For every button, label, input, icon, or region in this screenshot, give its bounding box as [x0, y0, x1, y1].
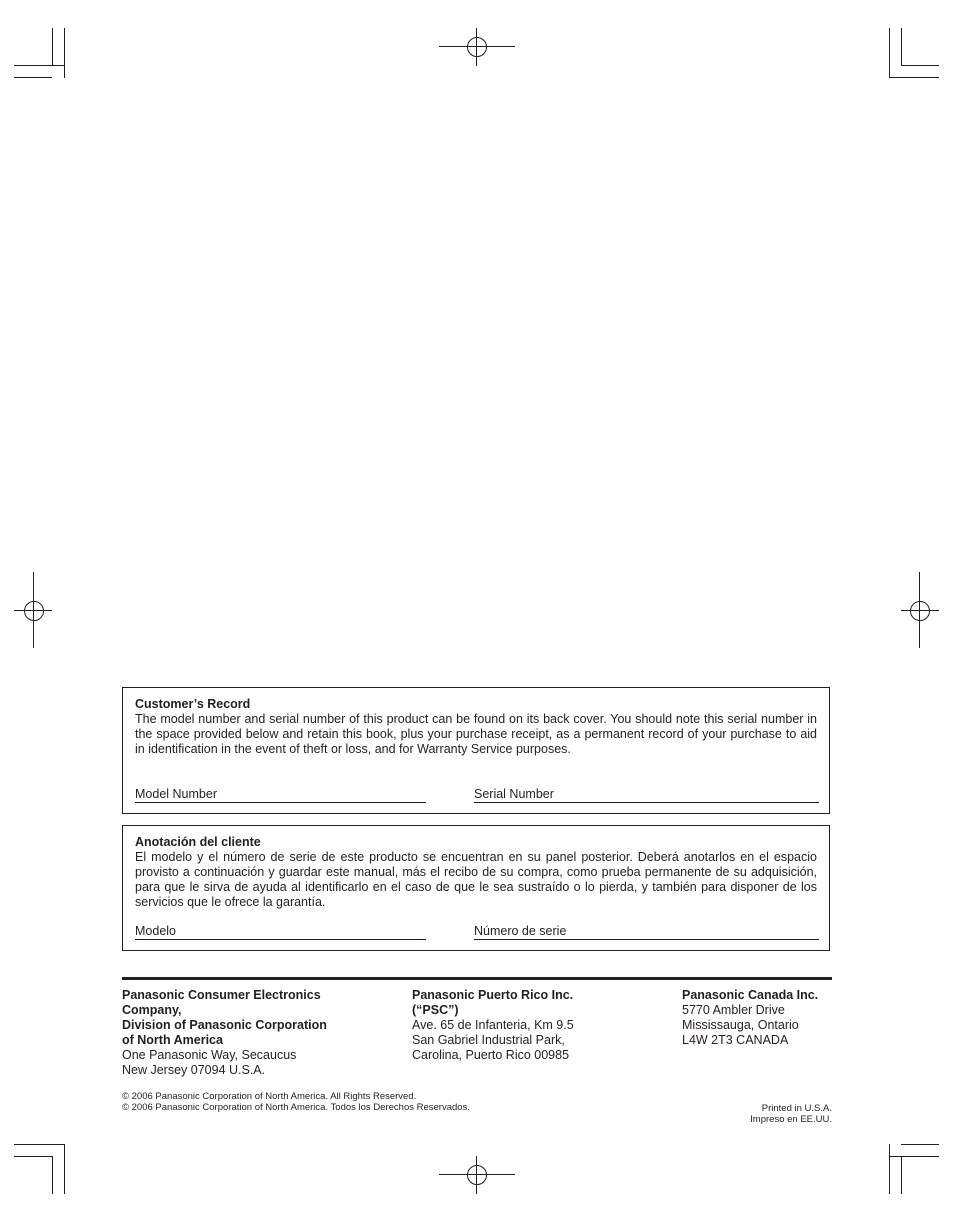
- anotacion-body: El modelo y el número de serie de este producto se encuentran en su panel posterior. Deberá anotarlos en el espacio provisto a continuación y guardar este manual, más el recibo de su compra, como prueba permanente de su adquisición, para que le sirva de ayuda al identificarlo en el caso de que le sea sustraído o lo pierda, y también para disponer de los servicios que le ofrece la garantía.: [135, 850, 817, 909]
- address-line: L4W 2T3 CANADA: [682, 1033, 789, 1047]
- crop-mark: [14, 65, 64, 66]
- address-line: Ave. 65 de Infanteria, Km 9.5: [412, 1018, 574, 1032]
- numero-serie-label: Número de serie: [474, 924, 567, 938]
- address-line: (“PSC”): [412, 1003, 459, 1017]
- customer-record-title: Customer’s Record: [135, 697, 251, 711]
- address-line: New Jersey 07094 U.S.A.: [122, 1063, 266, 1077]
- address-line: Panasonic Canada Inc.: [682, 988, 819, 1002]
- crop-mark: [901, 1144, 939, 1145]
- model-number-field[interactable]: [135, 787, 426, 803]
- address-line: San Gabriel Industrial Park,: [412, 1033, 565, 1047]
- address-line: Carolina, Puerto Rico 00985: [412, 1048, 570, 1062]
- address-usa: [122, 988, 372, 1078]
- crop-mark: [64, 1144, 65, 1194]
- registration-circle: [24, 601, 44, 621]
- crop-mark: [889, 77, 939, 78]
- registration-circle: [467, 37, 487, 57]
- printed-in: [700, 1103, 832, 1125]
- customer-record-body: The model number and serial number of this product can be found on its back cover. You should note this serial number in the space provided below and retain this book, plus your purchase receipt, as a permanent record of your purchase to aid in identification in the event of theft or loss, and for Warranty Service purposes.: [135, 712, 817, 756]
- modelo-label: Modelo: [135, 924, 176, 938]
- crop-mark: [889, 28, 890, 78]
- divider-rule: [122, 977, 832, 980]
- model-number-label: Model Number: [135, 787, 217, 801]
- address-line: Panasonic Puerto Rico Inc.: [412, 988, 574, 1002]
- crop-mark: [14, 1144, 64, 1145]
- numero-serie-field[interactable]: [474, 924, 819, 940]
- printed-line: Printed in U.S.A.: [761, 1103, 832, 1114]
- registration-circle: [910, 601, 930, 621]
- registration-circle: [467, 1165, 487, 1185]
- crop-mark: [889, 1156, 939, 1157]
- address-canada: [682, 988, 842, 1048]
- crop-mark: [14, 1156, 52, 1157]
- address-line: One Panasonic Way, Secaucus: [122, 1048, 297, 1062]
- address-line: Division of Panasonic Corporation: [122, 1018, 327, 1032]
- address-line: of North America: [122, 1033, 223, 1047]
- crop-mark: [64, 28, 65, 78]
- serial-number-label: Serial Number: [474, 787, 554, 801]
- address-line: Panasonic Consumer Electronics: [122, 988, 321, 1002]
- crop-mark: [52, 1156, 53, 1194]
- crop-mark: [901, 65, 939, 66]
- printed-line: Impreso en EE.UU.: [750, 1114, 832, 1125]
- address-line: 5770 Ambler Drive: [682, 1003, 785, 1017]
- copyright: [122, 1091, 622, 1113]
- crop-mark: [901, 1156, 902, 1194]
- address-line: Company,: [122, 1003, 182, 1017]
- serial-number-field[interactable]: [474, 787, 819, 803]
- copyright-line: © 2006 Panasonic Corporation of North America. All Rights Reserved.: [122, 1091, 417, 1102]
- crop-mark: [14, 77, 52, 78]
- crop-mark: [901, 28, 902, 66]
- modelo-field[interactable]: [135, 924, 426, 940]
- address-line: Mississauga, Ontario: [682, 1018, 799, 1032]
- crop-mark: [889, 1144, 890, 1194]
- crop-mark: [52, 28, 53, 66]
- address-puerto-rico: [412, 988, 642, 1063]
- anotacion-title: Anotación del cliente: [135, 835, 261, 849]
- copyright-line: © 2006 Panasonic Corporation of North America. Todos los Derechos Reservados.: [122, 1102, 470, 1113]
